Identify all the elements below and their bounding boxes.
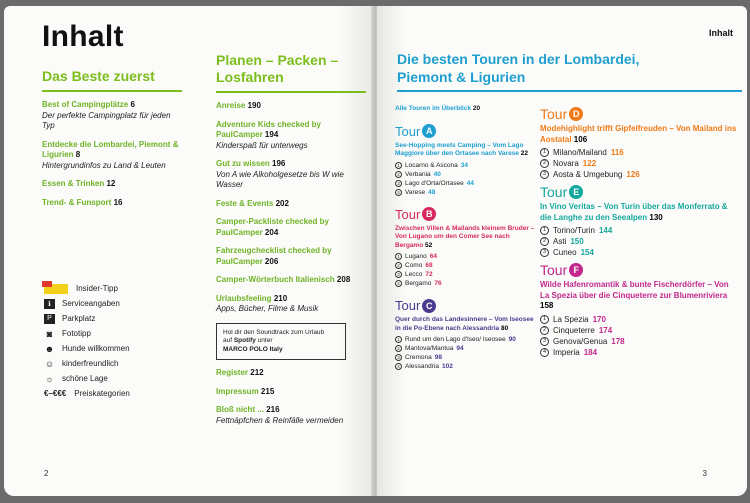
toc-entry-title: Fahrzeugchecklist checked by PaulCamper bbox=[216, 246, 332, 266]
child-icon: ☺ bbox=[44, 358, 55, 369]
toc-entry[interactable] bbox=[42, 179, 182, 190]
toc-entry-title: Feste & Events bbox=[216, 198, 274, 208]
toc-entry-page: 210 bbox=[273, 293, 288, 303]
tour-route[interactable] bbox=[395, 225, 535, 251]
toc-entry-title: Register bbox=[216, 368, 249, 377]
stop-name: Lecco bbox=[405, 271, 423, 278]
legend-item bbox=[44, 357, 184, 370]
tour-badge: A bbox=[422, 124, 436, 138]
toc-entry-title: Camper-Packliste checked by PaulCamper bbox=[216, 217, 329, 237]
legend-label: kinderfreundlich bbox=[62, 359, 119, 368]
stop-number: 2 bbox=[540, 326, 549, 335]
tour-stop[interactable] bbox=[395, 344, 535, 353]
overview-label: Alle Touren im Überblick bbox=[395, 105, 472, 112]
toc-entry-desc: Kinderspaß für unterwegs bbox=[216, 140, 308, 150]
tour-stops bbox=[395, 335, 535, 371]
tour-e bbox=[540, 184, 740, 258]
stop-name: Aosta & Umgebung bbox=[553, 170, 623, 179]
legend-label: Hunde willkommen bbox=[62, 344, 130, 353]
stop-page: 94 bbox=[456, 345, 464, 352]
tour-heading bbox=[395, 124, 535, 139]
stop-name: Rund um den Lago d'Iseo/ Iseosee bbox=[405, 336, 506, 343]
left-page bbox=[4, 6, 373, 496]
toc-entry-page: 8 bbox=[75, 150, 81, 159]
tour-stop[interactable] bbox=[395, 170, 535, 179]
stop-name: Novara bbox=[553, 159, 579, 168]
stop-page: 48 bbox=[428, 188, 436, 196]
stop-page: 64 bbox=[429, 253, 437, 260]
tour-stops bbox=[540, 147, 740, 180]
tour-stop[interactable] bbox=[395, 353, 535, 362]
page-number: 3 bbox=[702, 469, 707, 478]
stop-number: 1 bbox=[540, 148, 549, 157]
stop-page: 154 bbox=[580, 248, 594, 257]
tour-word: Tour bbox=[540, 184, 568, 200]
tour-route[interactable] bbox=[395, 142, 535, 159]
tour-badge: E bbox=[569, 185, 583, 199]
toc-entry[interactable] bbox=[216, 275, 366, 286]
page-number: 2 bbox=[44, 469, 49, 478]
tour-stop[interactable] bbox=[395, 161, 535, 170]
stop-name: Genova/Genua bbox=[553, 336, 608, 346]
tour-route[interactable] bbox=[540, 124, 740, 145]
tour-route-page: 80 bbox=[500, 324, 509, 332]
tours-heading-line1: Die besten Touren in der Lombardei, bbox=[397, 51, 640, 67]
toc-entry-title: Essen & Trinken bbox=[42, 179, 105, 188]
toc-entry[interactable] bbox=[216, 159, 366, 191]
tour-stops bbox=[540, 314, 740, 358]
stop-name: Cinqueterre bbox=[553, 325, 595, 335]
tour-word: Tour bbox=[395, 298, 421, 313]
tour-route[interactable] bbox=[395, 316, 535, 333]
tour-heading bbox=[540, 184, 740, 200]
toc-entry[interactable] bbox=[216, 387, 366, 398]
stop-number: 3 bbox=[540, 337, 549, 346]
right-page bbox=[377, 6, 747, 496]
soundtrack-post: unter bbox=[255, 337, 273, 344]
toc-entry-page: 196 bbox=[272, 159, 286, 168]
stop-name: Cremona bbox=[405, 354, 432, 361]
legend-label: Preiskategorien bbox=[74, 389, 130, 398]
insider-tag-icon bbox=[44, 284, 68, 294]
stop-number: 3 bbox=[395, 180, 402, 187]
tour-badge: F bbox=[569, 263, 583, 277]
tour-badge: B bbox=[422, 207, 436, 221]
playlist-label: MARCO POLO Italy bbox=[223, 345, 283, 353]
toc-entry-page: 208 bbox=[336, 275, 351, 284]
dog-icon: ☻ bbox=[44, 343, 55, 354]
stop-number: 1 bbox=[395, 336, 402, 343]
tour-badge: D bbox=[569, 107, 583, 121]
stop-number: 4 bbox=[395, 363, 402, 370]
tour-route-page: 52 bbox=[425, 241, 433, 249]
toc-entry-desc: Apps, Bücher, Filme & Musik bbox=[216, 304, 319, 313]
toc-entry-page: 204 bbox=[264, 227, 279, 237]
tour-stop[interactable] bbox=[395, 188, 535, 197]
tours-heading bbox=[397, 50, 657, 86]
stop-number: 2 bbox=[395, 262, 402, 269]
sun-icon: ☼ bbox=[45, 373, 54, 384]
legend-item bbox=[44, 282, 184, 295]
tour-stop[interactable] bbox=[540, 336, 740, 347]
toc-entry-title: Gut zu wissen bbox=[216, 159, 270, 168]
soundtrack-line2 bbox=[223, 337, 339, 346]
toc-entry-page: 202 bbox=[275, 198, 289, 208]
tour-stop[interactable] bbox=[540, 236, 740, 247]
toc-entry-page: 216 bbox=[266, 405, 280, 414]
stop-number: 2 bbox=[540, 159, 549, 168]
playlist-name bbox=[223, 346, 339, 355]
tour-a bbox=[395, 124, 535, 197]
toc-entry-page: 215 bbox=[260, 386, 275, 396]
toc-entry-title: Impressum bbox=[216, 386, 259, 396]
toc-entry-title: Urlaubsfeeling bbox=[216, 293, 272, 303]
tour-heading bbox=[395, 207, 535, 222]
stop-number: 2 bbox=[395, 171, 402, 178]
overview-page: 20 bbox=[472, 105, 481, 112]
tour-route-text: In Vino Veritas – Von Turin über das Monferrato & die Langhe zu den Seealpen bbox=[540, 202, 728, 222]
info-icon: ℹ bbox=[44, 299, 55, 309]
stop-page: 90 bbox=[508, 336, 516, 343]
stop-number: 3 bbox=[540, 248, 549, 257]
stop-number: 4 bbox=[540, 348, 549, 357]
toc-entry-page: 190 bbox=[247, 101, 261, 110]
section-heading bbox=[216, 52, 366, 86]
tour-stop[interactable] bbox=[540, 314, 740, 325]
page-title: Inhalt bbox=[42, 20, 124, 53]
stop-number: 1 bbox=[540, 315, 549, 324]
tour-route-page: 130 bbox=[649, 212, 663, 222]
tour-b bbox=[395, 207, 535, 289]
tour-stop[interactable] bbox=[395, 270, 535, 279]
toc-entry[interactable] bbox=[42, 100, 182, 132]
stop-number: 4 bbox=[395, 189, 402, 196]
tour-stop[interactable] bbox=[395, 362, 535, 371]
stop-page: 34 bbox=[460, 161, 468, 169]
tour-stops bbox=[395, 252, 535, 288]
toc-entry[interactable] bbox=[216, 120, 366, 152]
tour-route-page: 106 bbox=[573, 134, 588, 144]
tour-route-text: See-Hopping meets Camping – Vom Lago Maggiore über den Ortasee nach Varese bbox=[395, 141, 524, 157]
toc-entry-desc: Fettnäpfchen & Reinfälle vermeiden bbox=[216, 415, 344, 425]
divider bbox=[42, 90, 182, 92]
stop-page: 174 bbox=[598, 325, 613, 335]
stop-name: Torino/Turin bbox=[553, 226, 595, 235]
stop-number: 2 bbox=[540, 237, 549, 246]
legend-item bbox=[44, 327, 184, 340]
toc-entry-desc: Hintergrundinfos zu Land & Leuten bbox=[42, 160, 166, 170]
tour-heading bbox=[540, 106, 740, 122]
toc-entry-page: 12 bbox=[106, 179, 116, 188]
soundtrack-pre: auf bbox=[223, 337, 234, 344]
tour-stop[interactable] bbox=[395, 335, 535, 344]
stop-number: 1 bbox=[540, 226, 549, 235]
tour-stop[interactable] bbox=[540, 158, 740, 169]
tour-stops bbox=[540, 225, 740, 258]
tour-stop[interactable] bbox=[395, 261, 535, 270]
tour-d bbox=[540, 106, 740, 180]
toc-entry-desc: Der perfekte Campingplatz für jeden Typ bbox=[42, 110, 171, 130]
stop-name: Como bbox=[405, 262, 423, 269]
toc-entry-page: 6 bbox=[130, 100, 135, 109]
stop-page: 170 bbox=[592, 314, 606, 324]
toc-entry[interactable] bbox=[216, 246, 366, 267]
stop-page: 44 bbox=[466, 179, 474, 187]
tour-stops bbox=[395, 161, 535, 197]
price-icon: €–€€€ bbox=[44, 389, 67, 398]
legend-label: Parkplatz bbox=[62, 314, 96, 323]
stop-number: 3 bbox=[395, 354, 402, 361]
stop-name: Imperia bbox=[553, 347, 580, 357]
tour-heading bbox=[540, 262, 740, 278]
legend-label: Insider-Tipp bbox=[76, 284, 118, 293]
legend-label: Fototipp bbox=[62, 329, 91, 338]
section-das-beste-zuerst bbox=[42, 68, 182, 208]
overview-link[interactable] bbox=[395, 105, 535, 114]
tour-route-text: Wilde Hafenromantik & bunte Fischerdörfer – Von La Spezia über die Cinqueterre zur Blumenriviera bbox=[540, 280, 729, 300]
stop-name: Asti bbox=[553, 237, 567, 246]
toc-entry[interactable] bbox=[216, 368, 366, 379]
legend-label: schöne Lage bbox=[62, 374, 108, 383]
toc-entry[interactable] bbox=[216, 217, 366, 238]
divider bbox=[216, 91, 366, 93]
toc-entry-title: Adventure Kids checked by PaulCamper bbox=[216, 119, 321, 139]
toc-entry[interactable] bbox=[216, 294, 366, 315]
toc-entry-page: 16 bbox=[113, 197, 123, 207]
tour-heading bbox=[395, 298, 535, 313]
section-heading: Das Beste zuerst bbox=[42, 68, 155, 84]
stop-number: 1 bbox=[395, 253, 402, 260]
divider bbox=[397, 90, 742, 92]
toc-entry[interactable] bbox=[216, 101, 366, 112]
stop-name: La Spezia bbox=[553, 314, 589, 324]
spotify-label: Spotify bbox=[233, 337, 256, 344]
legend-item bbox=[44, 372, 184, 385]
stop-number: 1 bbox=[395, 162, 402, 169]
toc-entry[interactable] bbox=[216, 199, 366, 210]
tour-c bbox=[395, 298, 535, 371]
tour-stop[interactable] bbox=[395, 179, 535, 188]
stop-page: 68 bbox=[425, 262, 433, 269]
toc-entry-page: 212 bbox=[250, 368, 264, 377]
tour-badge: C bbox=[422, 299, 436, 313]
toc-list bbox=[42, 100, 182, 208]
stop-name: Verbania bbox=[405, 170, 431, 178]
section-heading-line1: Planen – Packen – bbox=[216, 52, 339, 68]
tour-route-text: Modehighlight trifft Gipfelfreuden – Von Mailand ins Aostatal bbox=[540, 124, 737, 144]
tour-stop[interactable] bbox=[540, 225, 740, 236]
tours-column-right bbox=[540, 102, 740, 358]
tour-word: Tour bbox=[395, 206, 421, 222]
toc-entry-title: Bloß nicht ... bbox=[216, 405, 264, 414]
section-heading-line2: Losfahren bbox=[216, 69, 284, 85]
stop-page: 126 bbox=[626, 170, 640, 179]
stop-page: 122 bbox=[582, 159, 597, 168]
tour-stop[interactable] bbox=[540, 325, 740, 336]
toc-entry-title: Trend- & Funsport bbox=[42, 197, 112, 207]
toc-list bbox=[216, 101, 366, 315]
tour-route-page: 22 bbox=[520, 150, 528, 157]
stop-page: 184 bbox=[583, 347, 598, 357]
toc-list-2 bbox=[216, 368, 366, 426]
tour-stop[interactable] bbox=[540, 147, 740, 158]
stop-name: Alessandria bbox=[405, 363, 439, 370]
toc-entry-title: Best of Campingplätze bbox=[42, 100, 129, 109]
toc-entry-title: Entdecke die Lombardei, Piemont & Ligurien bbox=[42, 139, 179, 159]
legend-item bbox=[44, 387, 184, 400]
stop-name: Locarno & Ascona bbox=[405, 161, 458, 169]
stop-name: Cuneo bbox=[553, 248, 577, 257]
tour-stop[interactable] bbox=[540, 169, 740, 180]
stop-name: Lago d'Orta/Ortasee bbox=[405, 179, 464, 187]
stop-name: Lugano bbox=[405, 253, 427, 260]
tour-stop[interactable] bbox=[395, 279, 535, 288]
stop-page: 40 bbox=[433, 170, 441, 178]
tour-word: Tour bbox=[395, 123, 421, 139]
stop-name: Bergamo bbox=[405, 280, 432, 287]
tour-f bbox=[540, 262, 740, 358]
stop-number: 3 bbox=[395, 271, 402, 278]
parking-icon: P bbox=[44, 314, 55, 324]
tour-stop[interactable] bbox=[540, 247, 740, 258]
stop-page: 178 bbox=[611, 336, 625, 346]
tour-stop[interactable] bbox=[395, 252, 535, 261]
tour-route[interactable] bbox=[540, 280, 740, 312]
stop-page: 98 bbox=[434, 354, 442, 361]
stop-page: 102 bbox=[441, 363, 453, 370]
stop-number: 2 bbox=[395, 345, 402, 352]
stop-page: 144 bbox=[598, 226, 613, 235]
stop-number: 4 bbox=[395, 280, 402, 287]
stop-name: Milano/Mailand bbox=[553, 148, 607, 157]
toc-entry-page: 194 bbox=[264, 130, 279, 139]
tour-route-page: 158 bbox=[540, 301, 554, 310]
tour-route-text: Quer durch das Landesinnere – Vom Iseosee in die Po-Ebene nach Alessandria bbox=[395, 316, 534, 332]
tour-stop[interactable] bbox=[540, 347, 740, 358]
legend-item bbox=[44, 297, 184, 310]
legend-label: Serviceangaben bbox=[62, 299, 120, 308]
tour-route-text: Zwischen Villen & Mailands kleinem Bruder – Von Lugano um den Comer See nach Bergamo bbox=[395, 224, 535, 249]
legend-item bbox=[44, 342, 184, 355]
camera-icon: ◙ bbox=[46, 328, 53, 339]
legend bbox=[44, 282, 184, 402]
stop-page: 150 bbox=[570, 237, 584, 246]
stop-page: 72 bbox=[425, 271, 433, 278]
toc-entry-page: 206 bbox=[264, 256, 279, 266]
tours-heading-line2: Piemont & Ligurien bbox=[397, 69, 526, 85]
toc-entry-title: Camper-Wörterbuch Italienisch bbox=[216, 275, 335, 284]
tours-column-left bbox=[395, 102, 535, 371]
stop-page: 116 bbox=[610, 148, 624, 157]
spotify-soundtrack-box bbox=[216, 323, 346, 361]
toc-entry[interactable] bbox=[216, 405, 366, 426]
tour-word: Tour bbox=[540, 262, 568, 278]
stop-page: 76 bbox=[434, 280, 442, 287]
stop-name: Varese bbox=[405, 188, 426, 196]
toc-entry-desc: Von A wie Alkoholgesetze bis W wie Wasser bbox=[216, 169, 344, 189]
toc-entry[interactable] bbox=[42, 198, 182, 209]
section-planen bbox=[216, 52, 366, 426]
legend-item bbox=[44, 312, 184, 325]
tour-route[interactable] bbox=[540, 202, 740, 223]
tour-word: Tour bbox=[540, 106, 568, 122]
stop-number: 3 bbox=[540, 170, 549, 179]
soundtrack-line1: Hol dir den Soundtrack zum Urlaub bbox=[223, 328, 325, 336]
toc-entry-title: Anreise bbox=[216, 101, 246, 110]
running-header: Inhalt bbox=[709, 28, 733, 38]
toc-entry[interactable] bbox=[42, 140, 182, 172]
stop-name: Mantova/Mantua bbox=[405, 345, 454, 352]
